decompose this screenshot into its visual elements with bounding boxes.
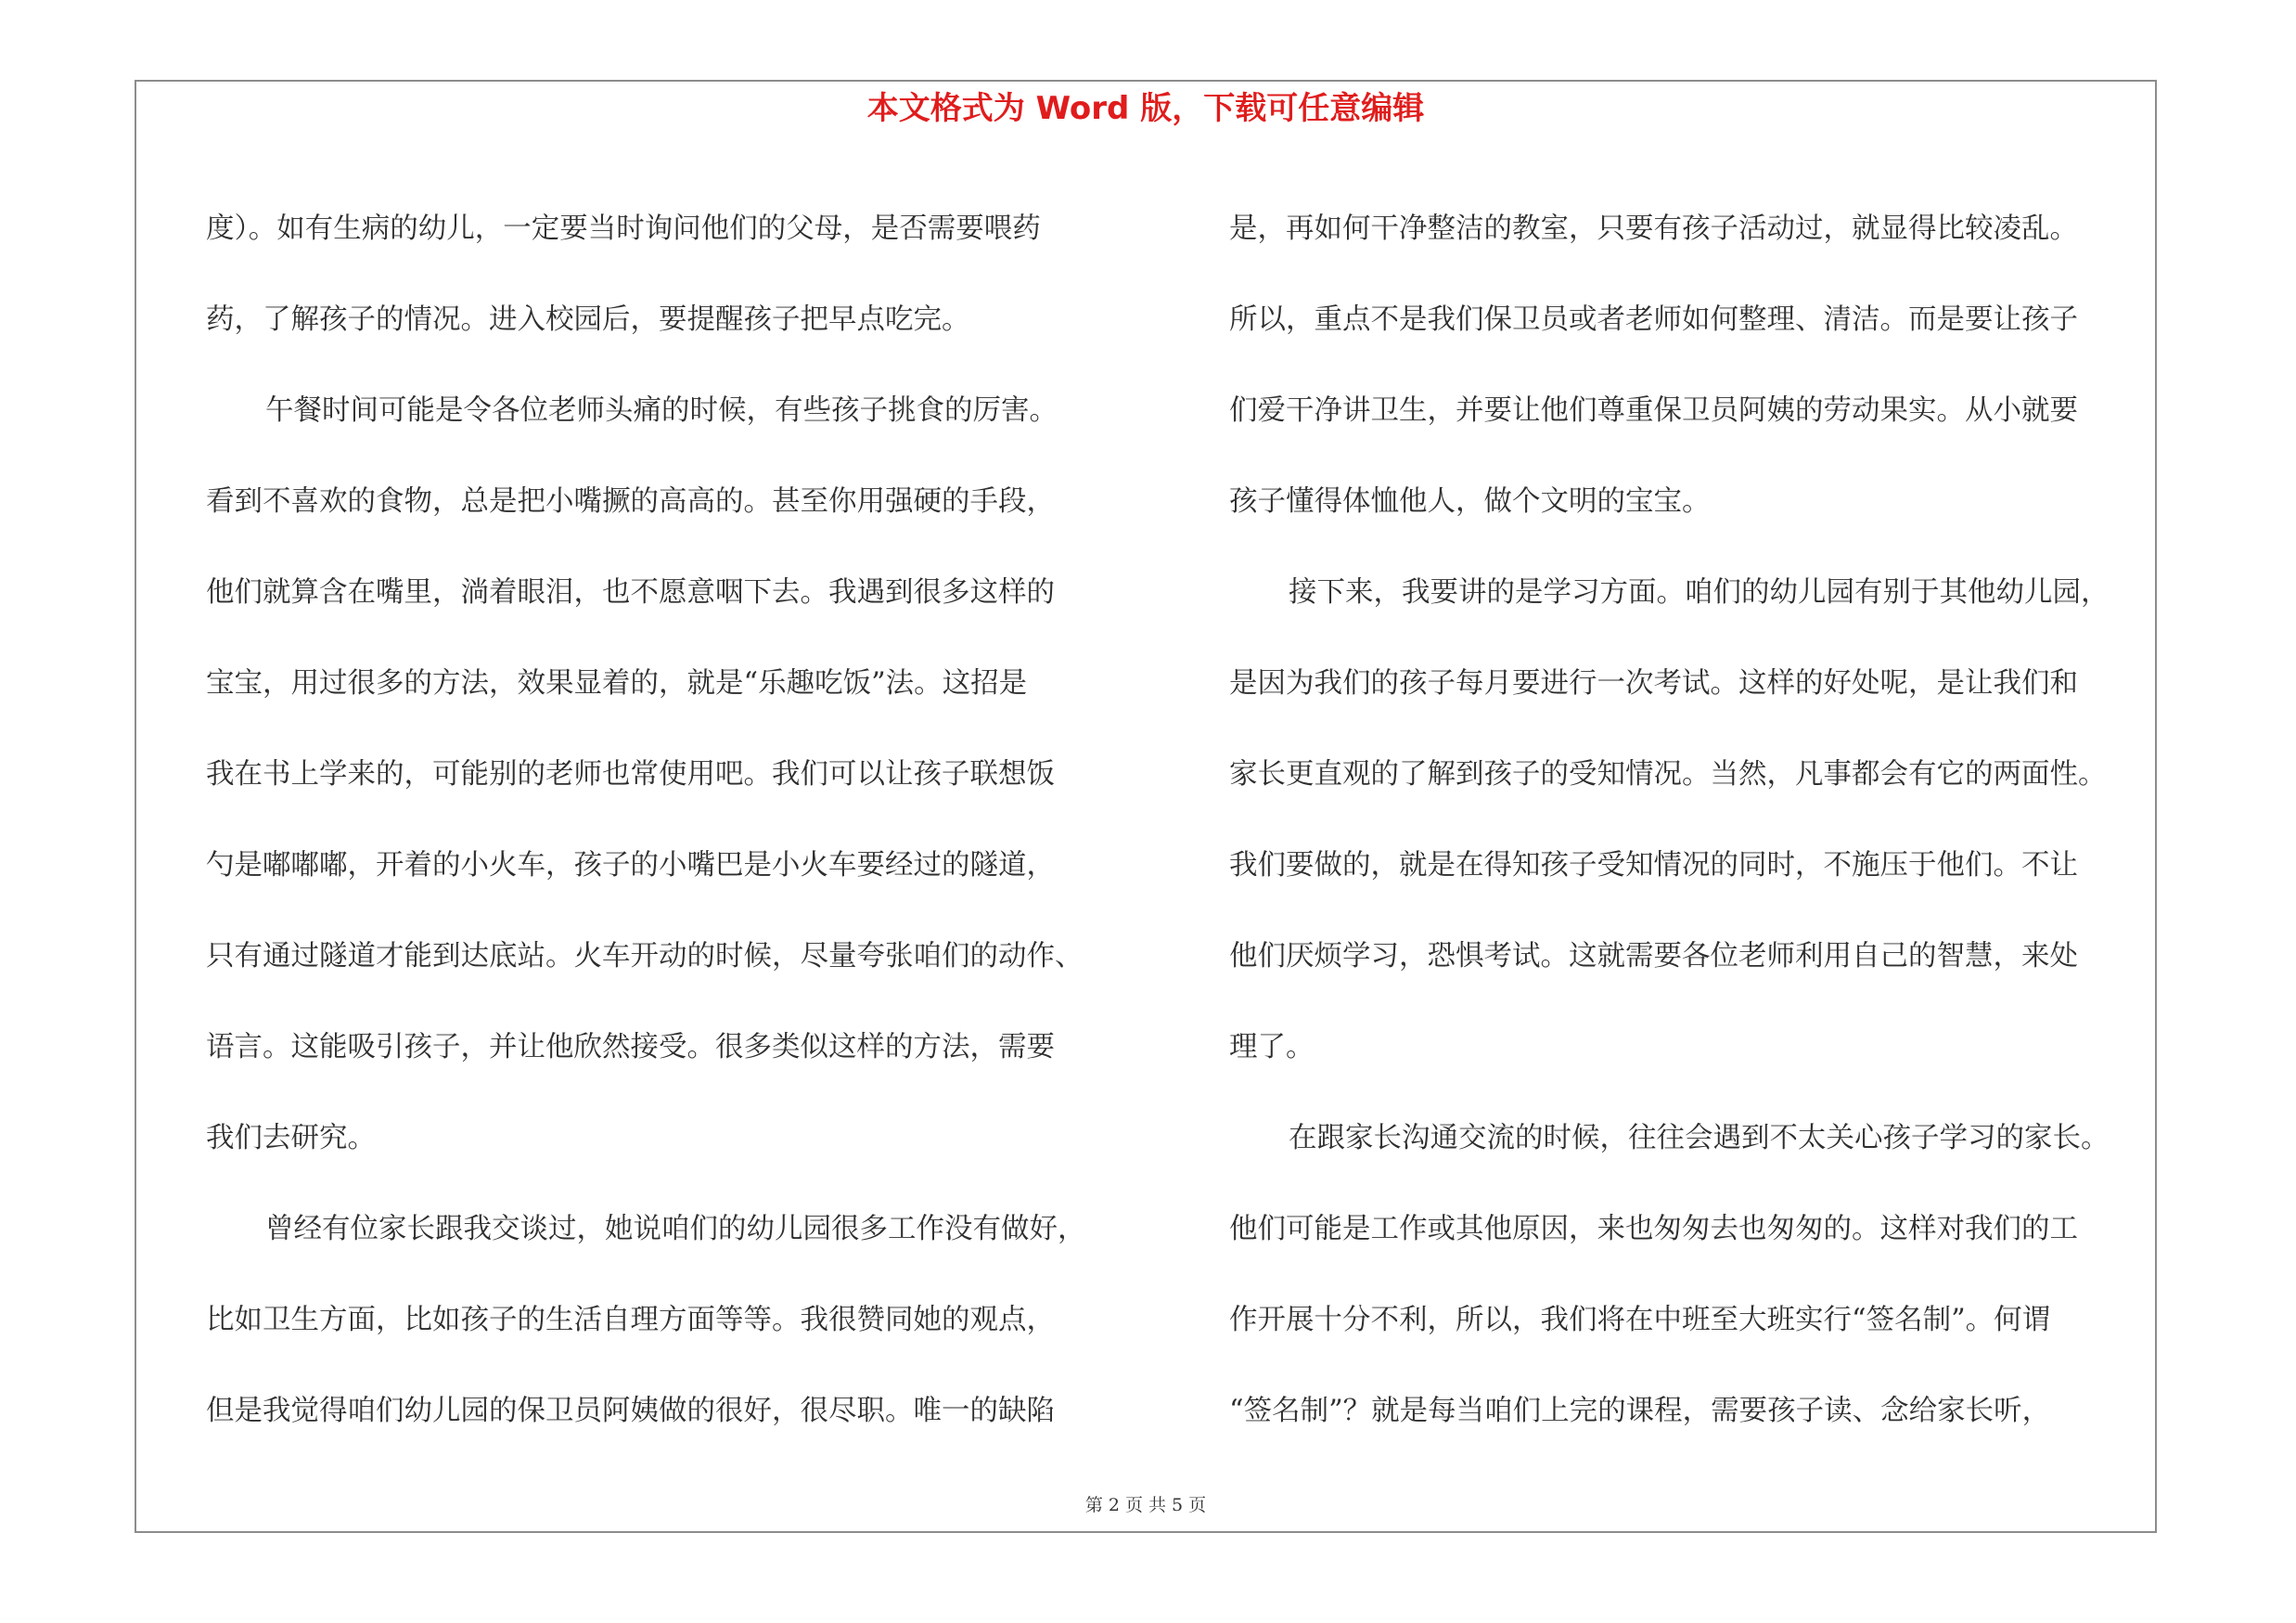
text-line: 是因为我们的孩子每月要进行一次考试。这样的好处呢，是让我们和 <box>1229 667 2078 700</box>
document-header: 本文格式为 Word 版，下载可任意编辑 <box>866 90 1425 127</box>
text-line: 是，再如何干净整洁的教室，只要有孩子活动过，就显得比较凌乱。 <box>1229 213 2078 245</box>
text-line: 午餐时间可能是令各位老师头痛的时候，有些孩子挑食的厉害。 <box>265 394 1058 427</box>
text-line: 他们厌烦学习，恐惧考试。这就需要各位老师利用自己的智慧，来处 <box>1229 940 2078 973</box>
text-line: 们爱干净讲卫生，并要让他们尊重保卫员阿姨的劳动果实。从小就要 <box>1229 394 2078 427</box>
text-line: 宝宝，用过很多的方法，效果显着的，就是“乐趣吃饭”法。这招是 <box>206 667 1028 700</box>
text-line: 度）。如有生病的幼儿，一定要当时询问他们的父母，是否需要喂药 <box>206 213 1041 245</box>
text-line: 但是我觉得咱们幼儿园的保卫员阿姨做的很好，很尽职。唯一的缺陷 <box>206 1395 1055 1427</box>
text-line: 作开展十分不利，所以，我们将在中班至大班实行“签名制”。何谓 <box>1229 1304 2051 1336</box>
text-line: 语言。这能吸引孩子，并让他欣然接受。很多类似这样的方法，需要 <box>206 1031 1055 1063</box>
text-line: 在跟家长沟通交流的时候，往往会遇到不太关心孩子学习的家长。 <box>1289 1122 2110 1154</box>
text-line: 曾经有位家长跟我交谈过，她说咱们的幼儿园很多工作没有做好， <box>265 1213 1086 1245</box>
text-line: 我在书上学来的，可能别的老师也常使用吧。我们可以让孩子联想饭 <box>206 758 1055 791</box>
text-line: 他们可能是工作或其他原因，来也匆匆去也匆匆的。这样对我们的工 <box>1229 1213 2078 1245</box>
text-line: 看到不喜欢的食物，总是把小嘴撅的高高的。甚至你用强硬的手段， <box>206 485 1055 518</box>
text-line: 接下来，我要讲的是学习方面。咱们的幼儿园有别于其他幼儿园， <box>1289 576 2110 609</box>
text-line: 我们去研究。 <box>206 1122 376 1154</box>
text-line: 比如卫生方面，比如孩子的生活自理方面等等。我很赞同她的观点， <box>206 1304 1055 1336</box>
page-number: 第 2 页 共 5 页 <box>1084 1495 1207 1515</box>
text-line: 所以，重点不是我们保卫员或者老师如何整理、清洁。而是要让孩子 <box>1229 303 2078 336</box>
text-line: 我们要做的，就是在得知孩子受知情况的同时，不施压于他们。不让 <box>1229 849 2078 882</box>
text-line: 孩子懂得体恤他人，做个文明的宝宝。 <box>1229 485 1711 518</box>
text-line: 勺是嘟嘟嘟，开着的小火车，孩子的小嘴巴是小火车要经过的隧道， <box>206 849 1055 882</box>
left-column <box>206 184 1086 1457</box>
text-line: 他们就算含在嘴里，淌着眼泪，也不愿意咽下去。我遇到很多这样的 <box>206 576 1055 609</box>
right-column <box>1229 184 2110 1457</box>
text-line: 理了。 <box>1229 1031 1315 1063</box>
text-line: “签名制”？就是每当咱们上完的课程，需要孩子读、念给家长听， <box>1229 1395 2051 1427</box>
text-line: 只有通过隧道才能到达底站。火车开动的时候，尽量夸张咱们的动作、 <box>206 940 1084 973</box>
text-line: 药，了解孩子的情况。进入校园后，要提醒孩子把早点吃完。 <box>206 303 970 336</box>
text-line: 家长更直观的了解到孩子的受知情况。当然，凡事都会有它的两面性。 <box>1229 758 2107 791</box>
